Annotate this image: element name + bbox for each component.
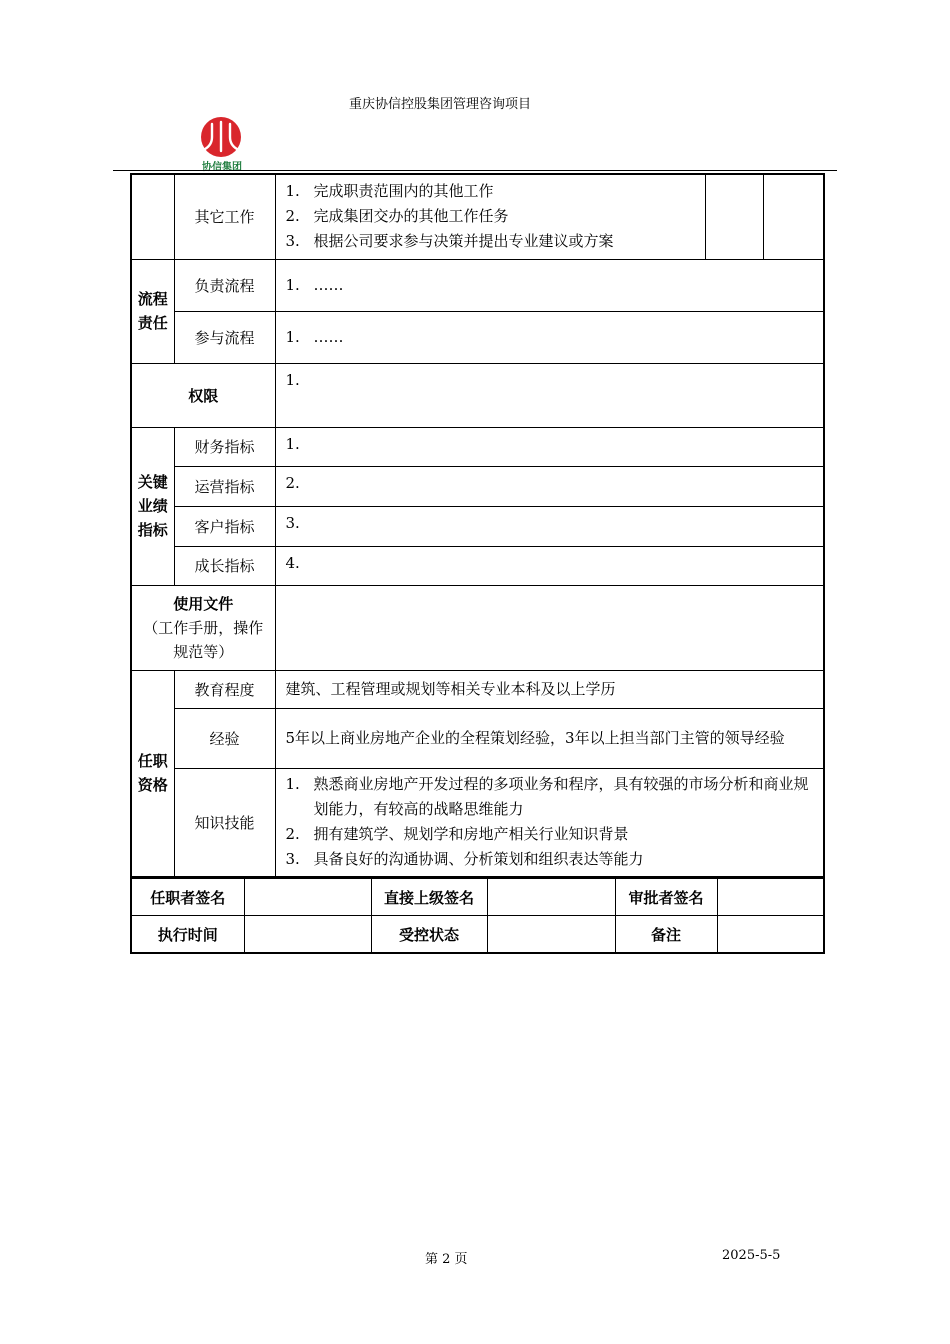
list-item: 2. 完成集团交办的其他工作任务 <box>285 207 509 226</box>
kpi-value: 4. <box>275 546 824 585</box>
approver-signature-label: 审批者签名 <box>615 878 717 916</box>
other-work-content <box>275 174 705 259</box>
kpi-label: 客户指标 <box>174 506 275 546</box>
experience-label: 经验 <box>174 708 275 768</box>
kpi-value: 2. <box>275 466 824 506</box>
signature-row <box>131 916 824 954</box>
list-item: 3. 具备良好的沟通协调、分析策划和组织表达等能力 <box>285 850 644 869</box>
authority-row <box>131 363 824 427</box>
participate-process-label: 参与流程 <box>174 311 275 363</box>
responsible-process-value: 1. …… <box>275 259 824 311</box>
kpi-row <box>131 546 824 585</box>
list-item: 1. 熟悉商业房地产开发过程的多项业务和程序，具有较强的市场分析和商业规划能力，有较高的战略思维能力 <box>285 775 809 819</box>
effective-date-label: 执行时间 <box>131 916 244 954</box>
education-row <box>131 670 824 708</box>
responsible-process-label: 负责流程 <box>174 259 275 311</box>
skills-row <box>131 768 824 877</box>
kpi-section-label: 关键 业绩 指标 <box>131 427 174 585</box>
process-section-label: 流程 责任 <box>131 259 174 363</box>
kpi-value: 1. <box>275 427 824 466</box>
education-label: 教育程度 <box>174 670 275 708</box>
kpi-row <box>131 506 824 546</box>
documents-label-cell <box>131 585 275 670</box>
authority-label: 权限 <box>131 363 275 427</box>
other-work-row <box>131 174 824 259</box>
logo-text: 协信集团 <box>202 162 242 173</box>
blank-cell <box>763 174 824 259</box>
list-item: 2. 拥有建筑学、规划学和房地产相关行业知识背景 <box>285 825 629 844</box>
kpi-row <box>131 466 824 506</box>
signature-table <box>130 877 825 954</box>
documents-row <box>131 585 824 670</box>
control-status-field[interactable] <box>487 916 615 954</box>
experience-value: 5年以上商业房地产企业的全程策划经验，3年以上担当部门主管的领导经验 <box>275 708 824 768</box>
kpi-label: 财务指标 <box>174 427 275 466</box>
supervisor-signature-field[interactable] <box>487 878 615 916</box>
skills-label: 知识技能 <box>174 768 275 877</box>
control-status-label: 受控状态 <box>371 916 487 954</box>
effective-date-field[interactable] <box>244 916 371 954</box>
footer-date: 2025-5-5 <box>722 1248 781 1263</box>
participate-process-value: 1. …… <box>275 311 824 363</box>
header-rule <box>113 170 837 171</box>
employee-signature-field[interactable] <box>244 878 371 916</box>
page-number: 第 2 页 <box>425 1252 468 1267</box>
documents-sub-label: （工作手册，操作规范等） <box>143 618 264 661</box>
other-work-label: 其它工作 <box>174 174 275 259</box>
employee-signature-label: 任职者签名 <box>131 878 244 916</box>
job-description-table <box>130 173 825 878</box>
qualification-section-label: 任职 资格 <box>131 670 174 877</box>
blank-cell <box>705 174 763 259</box>
header-title: 重庆协信控股集团管理咨询项目 <box>348 97 531 112</box>
remarks-label: 备注 <box>615 916 717 954</box>
approver-signature-field[interactable] <box>717 878 824 916</box>
kpi-value: 3. <box>275 506 824 546</box>
process-row-participate <box>131 311 824 363</box>
process-row-responsible <box>131 259 824 311</box>
experience-row <box>131 708 824 768</box>
education-value: 建筑、工程管理或规划等相关专业本科及以上学历 <box>275 670 824 708</box>
kpi-label: 成长指标 <box>174 546 275 585</box>
kpi-row <box>131 427 824 466</box>
supervisor-signature-label: 直接上级签名 <box>371 878 487 916</box>
blank-side-cell <box>131 174 174 259</box>
remarks-field[interactable] <box>717 916 824 954</box>
kpi-label: 运营指标 <box>174 466 275 506</box>
authority-value: 1. <box>275 363 824 427</box>
documents-value <box>275 585 824 670</box>
documents-label: 使用文件 <box>173 594 234 613</box>
list-item: 1. 完成职责范围内的其他工作 <box>285 182 494 201</box>
signature-row <box>131 878 824 916</box>
skills-value <box>275 768 824 877</box>
list-item: 3. 根据公司要求参与决策并提出专业建议或方案 <box>285 232 614 251</box>
